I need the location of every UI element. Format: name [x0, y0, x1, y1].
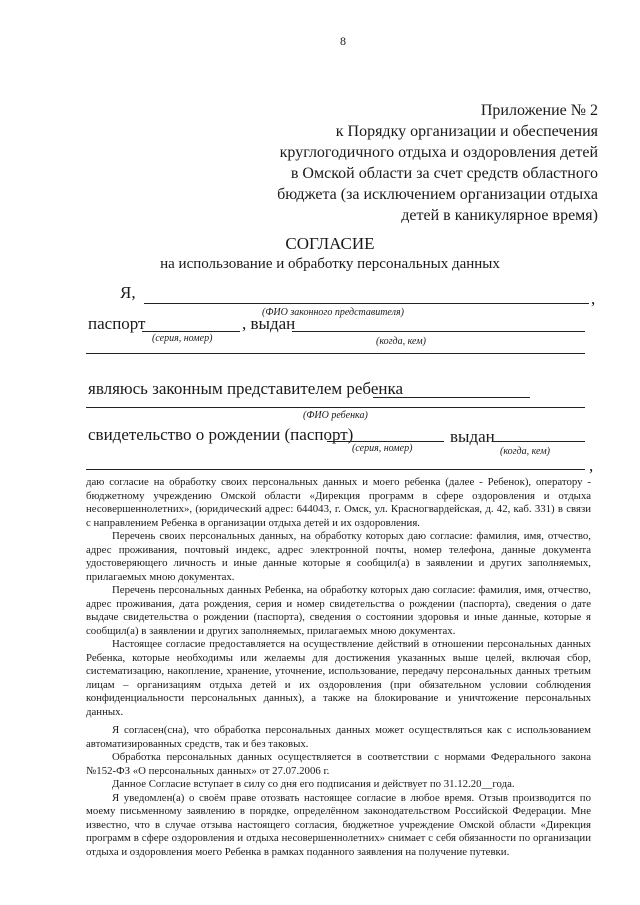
appendix-line: в Омской области за счет средств областного — [290, 165, 598, 182]
appendix-line: бюджета (за исключением организации отдыха — [277, 186, 598, 203]
appendix-header — [277, 100, 598, 226]
passport-when-hint: (когда, кем) — [376, 336, 426, 347]
appendix-line: к Порядку организации и обеспечения — [335, 123, 598, 140]
consent-paragraph: Данное Согласие вступает в силу со дня его подписания и действует по 31.12.20__года. — [112, 778, 515, 790]
appendix-line: круглогодичного отдыха и оздоровления детей — [279, 144, 598, 161]
certificate-issued-label: выдан — [450, 427, 495, 446]
document-title: СОГЛАСИЕ — [285, 234, 375, 253]
passport-label: паспорт — [88, 314, 146, 333]
consent-paragraph: Я согласен(сна), что обработка персональных данных может осуществляться как с использованием автоматизированных средств, так и без таковых. — [86, 724, 591, 750]
passport-issued-label: , выдан — [242, 314, 296, 333]
birth-certificate-label: свидетельство о рождении (паспорт) — [88, 425, 354, 444]
appendix-line: Приложение № 2 — [480, 102, 598, 119]
passport-series-line[interactable] — [142, 331, 240, 332]
consent-body — [86, 476, 591, 859]
consent-paragraph: даю согласие на обработку своих персональных данных и моего ребенка (далее - Ребенок), оператору - бюджетному учреждению Омской области «Дирекция программ в сфере оздоровления и отдыха несовершеннолетних», (юридический адрес: 644043, г. Омск, ул. Красногвардейская, д. 42, каб. 331) в связи с направлением Ребенка в организации отдыха детей и их оздоровления. — [86, 476, 591, 529]
passport-series-hint: (серия, номер) — [152, 333, 213, 344]
certificate-series-hint: (серия, номер) — [352, 443, 413, 454]
consent-paragraph: Перечень своих персональных данных, на обработку которых даю согласие: фамилия, имя, отчество, адрес проживания, почтовый индекс, адрес электронной почты, номер телефона, данные документа удостоверяющего личность и иные данные которые я сообщил(а) в заявлении и других заполняемых, прилагаемых мною документах. — [86, 530, 591, 583]
certificate-series-line[interactable] — [327, 441, 444, 442]
fio-comma: , — [591, 289, 596, 308]
i-label: Я, — [120, 283, 136, 302]
consent-paragraph: Перечень персональных данных Ребенка, на обработку которых даю согласие: фамилия, имя, отчество, адрес проживания, дата рождения, серия и номер свидетельства о рождении (паспорта), сведения о дате выдаче свидетельства о рождении (паспорта), сведения о состоянии здоровья и иные данные, которые я сообщил(а) в заявлении и других заполняемых, прилагаемых мною документах. — [86, 584, 591, 637]
fio-representative-line[interactable] — [144, 303, 589, 304]
certificate-issued-line[interactable] — [492, 441, 585, 442]
certificate-extra-line[interactable] — [86, 469, 585, 470]
passport-extra-line[interactable] — [86, 353, 585, 354]
fio-representative-hint: (ФИО законного представителя) — [262, 307, 404, 318]
child-name-line[interactable] — [373, 397, 530, 398]
consent-paragraph: Обработка персональных данных осуществляется в соответствии с нормами Федерального закона №152-ФЗ «О персональных данных» от 27.07.2006 г. — [86, 751, 591, 777]
appendix-line: детей в каникулярное время) — [401, 207, 598, 224]
representative-label: являюсь законным представителем ребенка — [88, 379, 404, 398]
consent-paragraph: Я уведомлен(а) о своём праве отозвать настоящее согласие в любое время. Отзыв производится по моему письменному заявлению в порядке, определённом законодательством Российской Федерации. Мне известно, что в случае отзыва настоящего согласия, бюджетное учреждение Омской области «Дирекция программ в сфере оздоровления и отдыха несовершеннолетних» снимает с себя обязанности по организации отдыха и оздоровления моего Ребенка в рамках поданного заявления на получение путевки. — [86, 791, 591, 858]
passport-issued-line[interactable] — [292, 331, 585, 332]
child-fio-hint: (ФИО ребенка) — [303, 410, 368, 421]
certificate-comma: , — [589, 456, 594, 475]
page-number: 8 — [340, 34, 346, 48]
child-name-line-2[interactable] — [86, 407, 585, 408]
consent-paragraph: Настоящее согласие предоставляется на осуществление действий в отношении персональных данных Ребенка, которые необходимы или желаемы для достижения указанных выше целей, включая сбор, систематизацию, накопление, хранение, уточнение, использование, передачу персональных данных третьим лицам – организациям отдыха детей и их оздоровления (при обязательном условии соблюдения конфиденциальности персональных данных), а также на блокирование и уничтожение персональных данных. — [86, 638, 591, 718]
certificate-when-hint: (когда, кем) — [500, 446, 550, 457]
document-subtitle: на использование и обработку персональных данных — [160, 256, 500, 272]
